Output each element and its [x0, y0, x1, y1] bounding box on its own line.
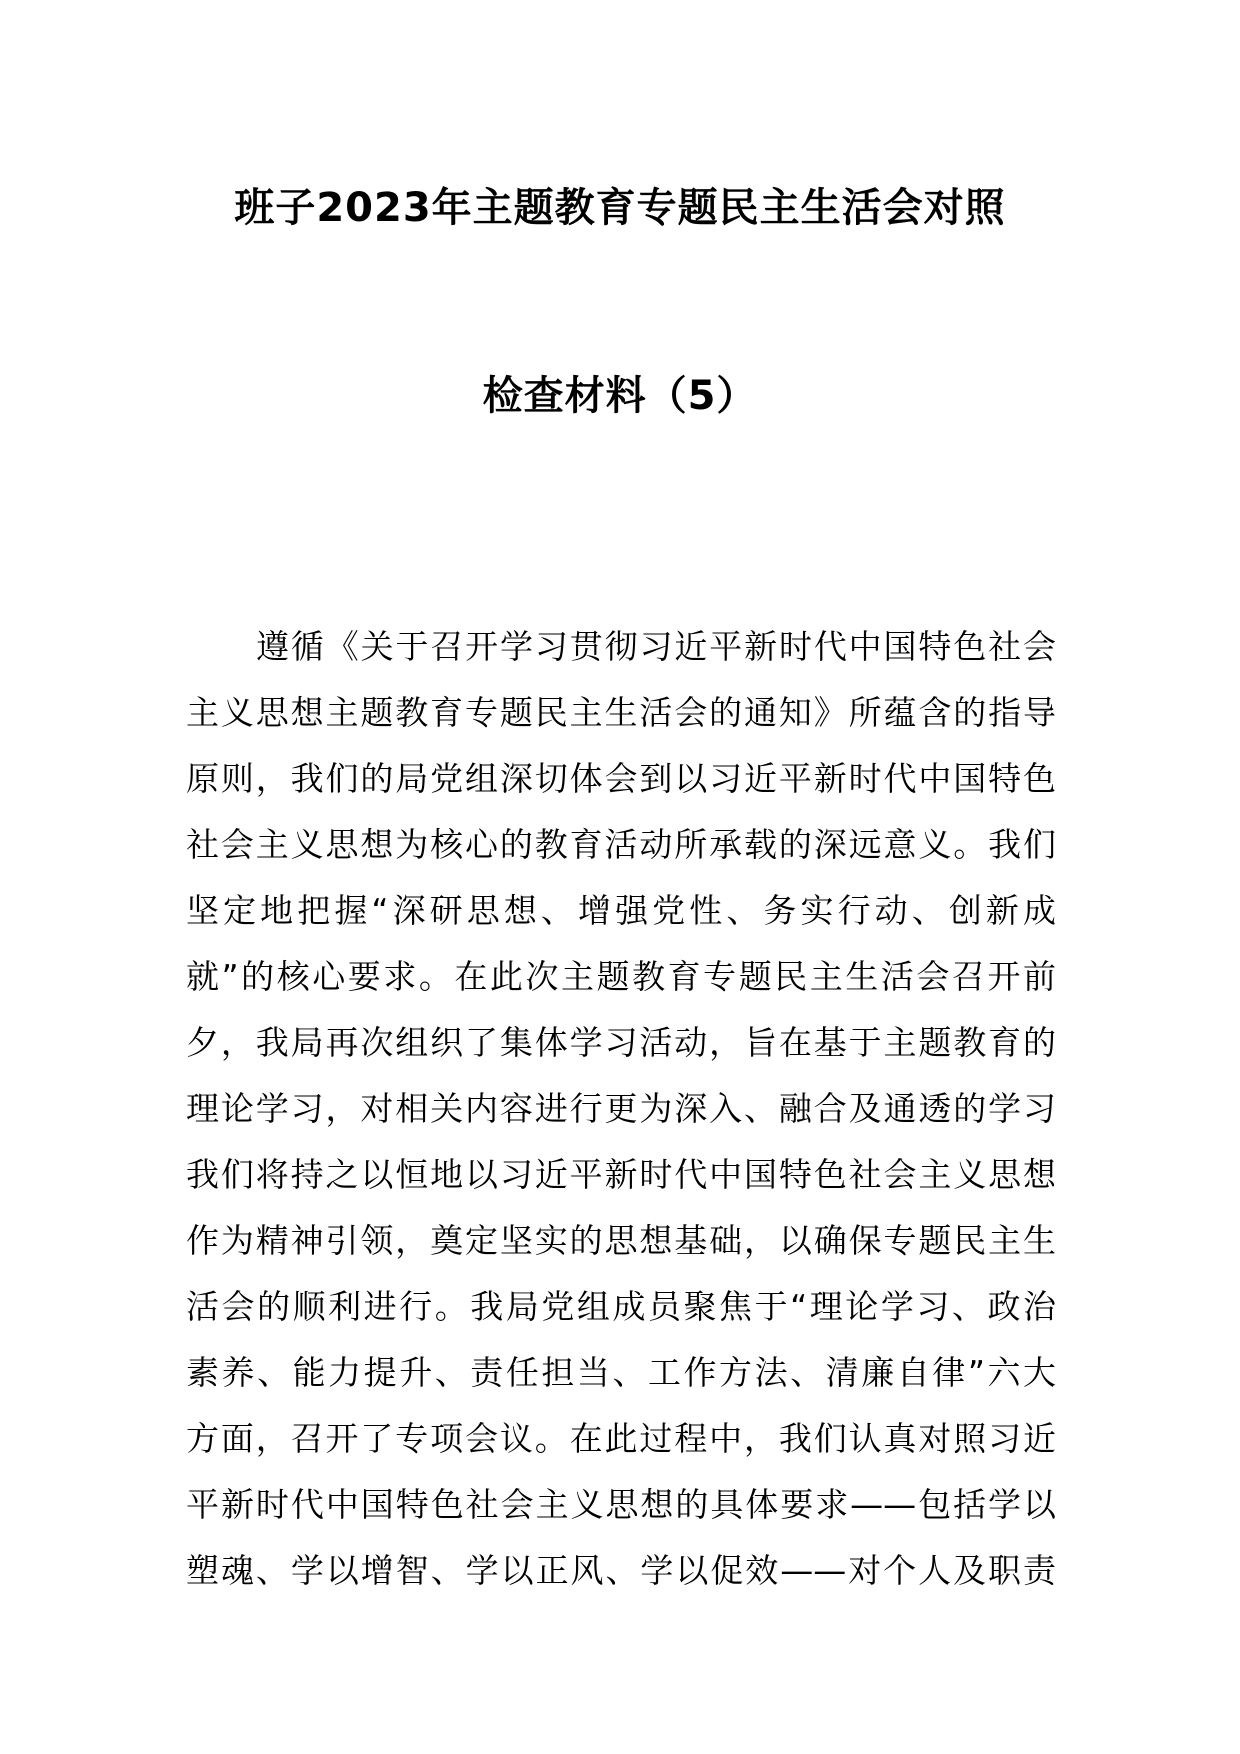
document-body	[186, 614, 1056, 1604]
document-title-line-2: 检查材料（5）	[482, 373, 758, 419]
body-line: 平新时代中国特色社会主义思想的具体要求——包括学以	[186, 1485, 1056, 1524]
body-line: 作为精神引领，奠定坚实的思想基础，以确保专题民主生	[186, 1221, 1056, 1260]
body-line: 原则，我们的局党组深切体会到以习近平新时代中国特色	[186, 759, 1056, 798]
document-title-line-1: 班子2023年主题教育专题民主生活会对照	[234, 185, 1006, 231]
body-line: 素养、能力提升、责任担当、工作方法、清廉自律”六大	[186, 1353, 1056, 1392]
body-line: 就”的核心要求。在此次主题教育专题民主生活会召开前	[186, 957, 1056, 996]
body-line: 夕，我局再次组织了集体学习活动，旨在基于主题教育的	[186, 1023, 1056, 1062]
body-line: 活会的顺利进行。我局党组成员聚焦于“理论学习、政治	[186, 1287, 1056, 1326]
body-line: 主义思想主题教育专题民主生活会的通知》所蕴含的指导	[186, 693, 1056, 732]
body-line: 塑魂、学以增智、学以正风、学以促效——对个人及职责	[186, 1551, 1056, 1590]
body-line: 我们将持之以恒地以习近平新时代中国特色社会主义思想	[186, 1155, 1056, 1194]
body-line: 遵循《关于召开学习贯彻习近平新时代中国特色社会	[256, 627, 1056, 666]
body-line: 理论学习，对相关内容进行更为深入、融合及通透的学习	[186, 1089, 1056, 1128]
body-line: 坚定地把握“深研思想、增强党性、务实行动、创新成	[186, 891, 1056, 930]
body-line: 社会主义思想为核心的教育活动所承载的深远意义。我们	[186, 825, 1056, 864]
body-line: 方面，召开了专项会议。在此过程中，我们认真对照习近	[186, 1419, 1056, 1458]
